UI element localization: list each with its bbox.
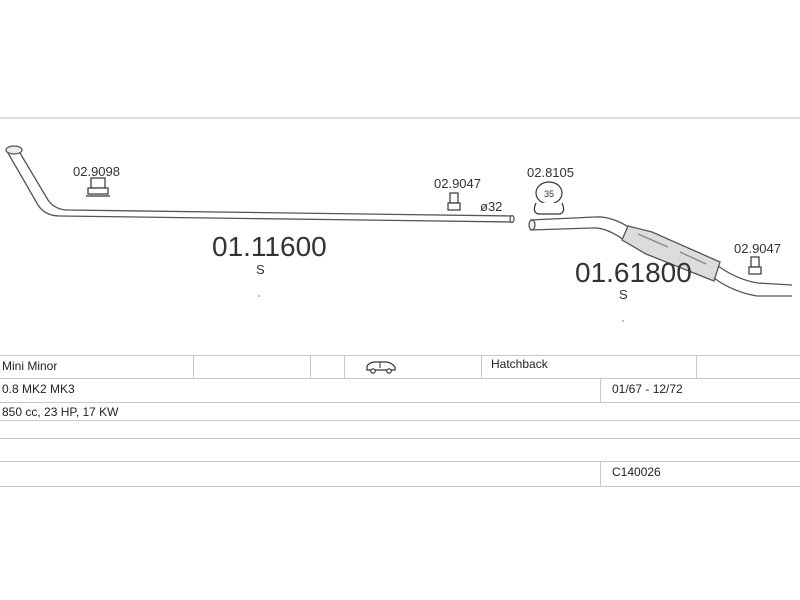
system-code: C140026 xyxy=(612,465,661,479)
part-number-mount-c: 02.9047 xyxy=(734,241,781,256)
table-border xyxy=(0,402,800,403)
clamp-size: 35 xyxy=(543,189,555,199)
production-period: 01/67 - 12/72 xyxy=(612,382,683,396)
hanger-icon xyxy=(448,193,460,210)
table-border xyxy=(600,378,601,402)
marker-dot xyxy=(258,295,260,297)
part-number-muffler: 01.61800 xyxy=(575,257,692,288)
hanger-icon xyxy=(86,178,110,196)
marker-dot xyxy=(622,320,624,322)
engine-version: 0.8 MK2 MK3 xyxy=(2,382,75,396)
table-border xyxy=(344,355,345,378)
pipe-diameter: ø32 xyxy=(480,199,503,214)
table-border xyxy=(600,461,601,486)
part-number-clamp: 02.8105 xyxy=(527,165,574,180)
engine-specs: 850 cc, 23 HP, 17 KW xyxy=(2,405,119,419)
muffler-suffix: S xyxy=(619,287,628,302)
part-number-mount-b: 02.9047 xyxy=(434,176,481,191)
table-border xyxy=(0,355,800,356)
car-icon xyxy=(365,359,397,375)
table-border xyxy=(0,438,800,439)
table-border xyxy=(310,355,311,378)
vehicle-model: Mini Minor xyxy=(2,359,58,373)
table-border xyxy=(193,355,194,378)
body-type: Hatchback xyxy=(491,357,548,371)
part-number-mount-a: 02.9098 xyxy=(73,164,120,179)
table-border xyxy=(0,486,800,487)
part-number-front-pipe: 01.11600 xyxy=(212,231,327,262)
table-border xyxy=(0,378,800,379)
table-border xyxy=(0,420,800,421)
hanger-icon xyxy=(749,257,761,274)
table-border xyxy=(481,355,482,378)
table-border xyxy=(696,355,697,378)
table-border xyxy=(0,461,800,462)
front-pipe-suffix: S xyxy=(256,262,265,277)
